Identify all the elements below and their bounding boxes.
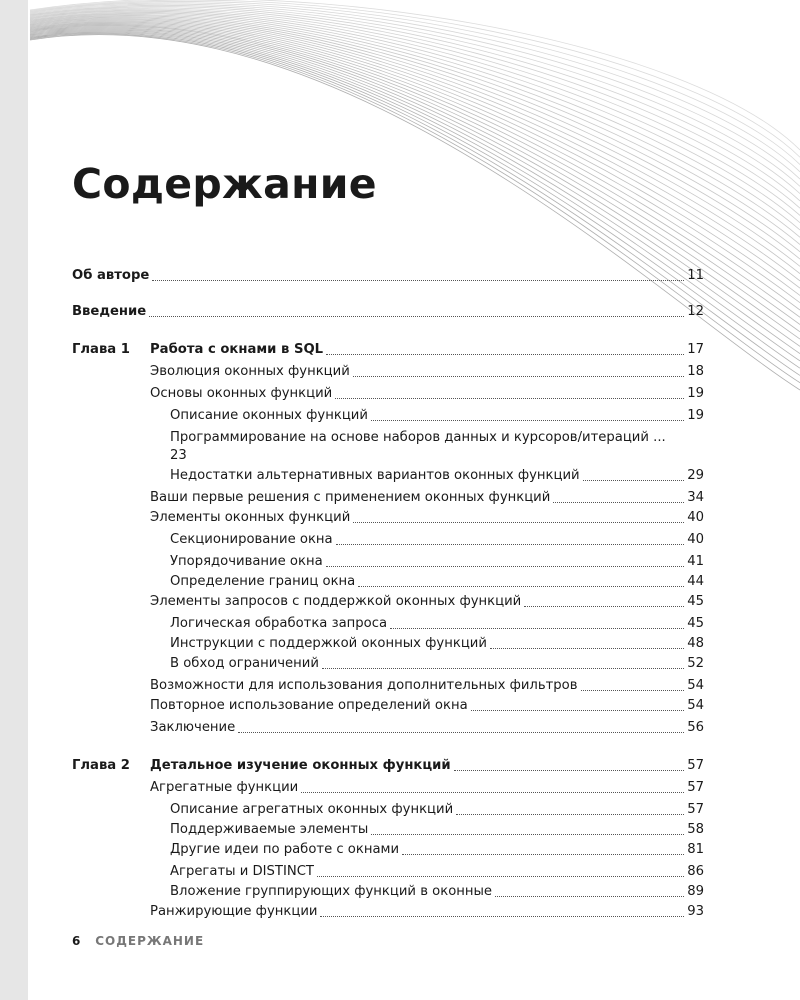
toc-entry[interactable] <box>72 340 704 360</box>
toc-page-number: 17 <box>687 342 704 357</box>
toc-entry[interactable] <box>72 384 704 404</box>
toc-entry[interactable] <box>72 756 704 776</box>
toc-page-number: 18 <box>687 364 704 379</box>
toc-entry[interactable] <box>72 778 704 798</box>
toc-page-number: 45 <box>687 616 704 631</box>
toc-dot-leader <box>336 544 685 545</box>
wave-line <box>30 22 800 296</box>
toc-entry-label: В обход ограничений <box>170 656 319 671</box>
toc-entry-label: Логическая обработка запроса <box>170 616 388 631</box>
toc-dot-leader <box>322 668 684 669</box>
toc-dot-leader <box>454 770 685 771</box>
toc-page-number: 57 <box>687 758 704 773</box>
toc-entry[interactable] <box>72 634 704 654</box>
toc-entry-label: Повторное использование определений окна <box>150 698 468 713</box>
toc-dot-leader <box>402 854 684 855</box>
toc-page-number: 34 <box>687 490 704 505</box>
toc-entry-label: Вложение группирующих функций в оконные <box>170 884 493 899</box>
toc-page-number: 19 <box>687 408 704 423</box>
toc-entry[interactable] <box>72 572 704 592</box>
toc-entry-label: Описание оконных функций <box>170 408 368 423</box>
toc-entry-label: Эволюция оконных функций <box>150 364 350 379</box>
toc-page-number: 58 <box>687 822 704 837</box>
toc-dot-leader <box>152 280 684 281</box>
toc-entry-label: Определение границ окна <box>170 574 356 589</box>
toc-page-number: 54 <box>687 678 704 693</box>
toc-page-number: 12 <box>687 304 704 319</box>
wave-line <box>30 21 800 288</box>
toc-page-number: 40 <box>687 510 704 525</box>
toc-chapter-prefix: Глава 1 <box>72 342 130 357</box>
toc-entry-label: Агрегаты и DISTINCT <box>170 864 314 879</box>
toc-page-number: 23 <box>170 448 187 463</box>
toc-page-number: 89 <box>687 884 704 899</box>
toc-entry[interactable] <box>72 614 704 634</box>
toc-entry[interactable] <box>72 362 704 382</box>
toc-dot-leader <box>326 566 685 567</box>
toc-entry-label: Описание агрегатных оконных функций <box>170 802 454 817</box>
toc-entry[interactable] <box>72 862 704 882</box>
toc-entry-label: Введение <box>72 304 147 319</box>
toc-dot-leader <box>471 710 685 711</box>
toc-page-number: 57 <box>687 780 704 795</box>
toc-page-number: 57 <box>687 802 704 817</box>
toc-page-number: 56 <box>687 720 704 735</box>
toc-dot-leader <box>353 376 684 377</box>
toc-entry-label: Агрегатные функции <box>150 780 299 795</box>
toc-dot-leader <box>371 420 684 421</box>
toc-entry[interactable] <box>72 530 704 550</box>
toc-entry[interactable] <box>72 696 704 716</box>
wave-line <box>30 17 800 259</box>
toc-entry-label: Программирование на основе наборов данных и курсоров/итераций ... <box>170 430 666 445</box>
toc-page-number: 29 <box>687 468 704 483</box>
toc-page-number: 45 <box>687 594 704 609</box>
toc-entry-label: Работа с окнами в SQL <box>150 342 324 357</box>
wave-line <box>30 19 800 274</box>
toc-page-number: 93 <box>687 904 704 919</box>
toc-dot-leader <box>390 628 684 629</box>
toc-page-number: 44 <box>687 574 704 589</box>
toc-entry[interactable] <box>72 718 704 738</box>
toc-entry[interactable] <box>72 508 704 528</box>
toc-dot-leader <box>553 502 684 503</box>
toc-page-number: 52 <box>687 656 704 671</box>
toc-entry-label: Другие идеи по работе с окнами <box>170 842 400 857</box>
toc-entry[interactable] <box>72 406 704 426</box>
page-footer <box>72 934 204 948</box>
footer-running-head: СОДЕРЖАНИЕ <box>95 934 205 948</box>
toc-entry[interactable] <box>72 882 704 902</box>
toc-page-number: 11 <box>687 268 704 283</box>
toc-dot-leader <box>317 876 684 877</box>
toc-dot-leader <box>581 690 685 691</box>
toc-entry-label: Упорядочивание окна <box>170 554 323 569</box>
toc-entry-label: Поддерживаемые элементы <box>170 822 369 837</box>
toc-entry[interactable] <box>72 800 704 820</box>
toc-dot-leader <box>353 522 684 523</box>
toc-entry-label: Недостатки альтернативных вариантов оконных функций <box>170 468 580 483</box>
toc-chapter-prefix: Глава 2 <box>72 758 130 773</box>
toc-page-number: 81 <box>687 842 704 857</box>
toc-entry-label: Возможности для использования дополнительных фильтров <box>150 678 578 693</box>
toc-dot-leader <box>335 398 684 399</box>
toc-entry-label: Инструкции с поддержкой оконных функций <box>170 636 487 651</box>
toc-page-number: 86 <box>687 864 704 879</box>
toc-entry[interactable] <box>72 552 704 572</box>
toc-dot-leader <box>320 916 684 917</box>
toc-dot-leader <box>524 606 684 607</box>
toc-entry[interactable] <box>72 428 704 463</box>
toc-entry[interactable] <box>72 266 704 286</box>
toc-entry[interactable] <box>72 902 704 922</box>
toc-page-number: 54 <box>687 698 704 713</box>
toc-entry[interactable] <box>72 488 704 508</box>
toc-entry-label: Заключение <box>150 720 236 735</box>
toc-dot-leader <box>490 648 684 649</box>
toc-dot-leader <box>358 586 684 587</box>
toc-entry[interactable] <box>72 676 704 696</box>
page-title: Содержание <box>72 160 377 208</box>
toc-entry[interactable] <box>72 466 704 486</box>
toc-entry[interactable] <box>72 654 704 674</box>
toc-entry-label: Основы оконных функций <box>150 386 333 401</box>
toc-dot-leader <box>495 896 684 897</box>
toc-dot-leader <box>301 792 684 793</box>
toc-entry-label: Об авторе <box>72 268 150 283</box>
toc-dot-leader <box>456 814 684 815</box>
footer-page-number: 6 <box>72 934 81 948</box>
toc-dot-leader <box>238 732 684 733</box>
toc-entry-label: Элементы оконных функций <box>150 510 351 525</box>
toc-entry-label: Ранжирующие функции <box>150 904 318 919</box>
toc-entry[interactable] <box>72 592 704 612</box>
toc-page-number: 48 <box>687 636 704 651</box>
toc-entry-label: Ваши первые решения с применением оконных функций <box>150 490 551 505</box>
toc-page-number: 40 <box>687 532 704 547</box>
toc-dot-leader <box>371 834 684 835</box>
toc-entry[interactable] <box>72 302 704 322</box>
toc-dot-leader <box>583 480 685 481</box>
toc-entry-label: Секционирование окна <box>170 532 333 547</box>
toc-entry[interactable] <box>72 840 704 860</box>
toc-page-number: 19 <box>687 386 704 401</box>
toc-dot-leader <box>149 316 684 317</box>
toc-page-number: 41 <box>687 554 704 569</box>
toc-dot-leader <box>326 354 684 355</box>
toc-entry-label: Элементы запросов с поддержкой оконных функций <box>150 594 522 609</box>
toc-entry[interactable] <box>72 820 704 840</box>
toc-entry-label: Детальное изучение оконных функций <box>150 758 451 773</box>
